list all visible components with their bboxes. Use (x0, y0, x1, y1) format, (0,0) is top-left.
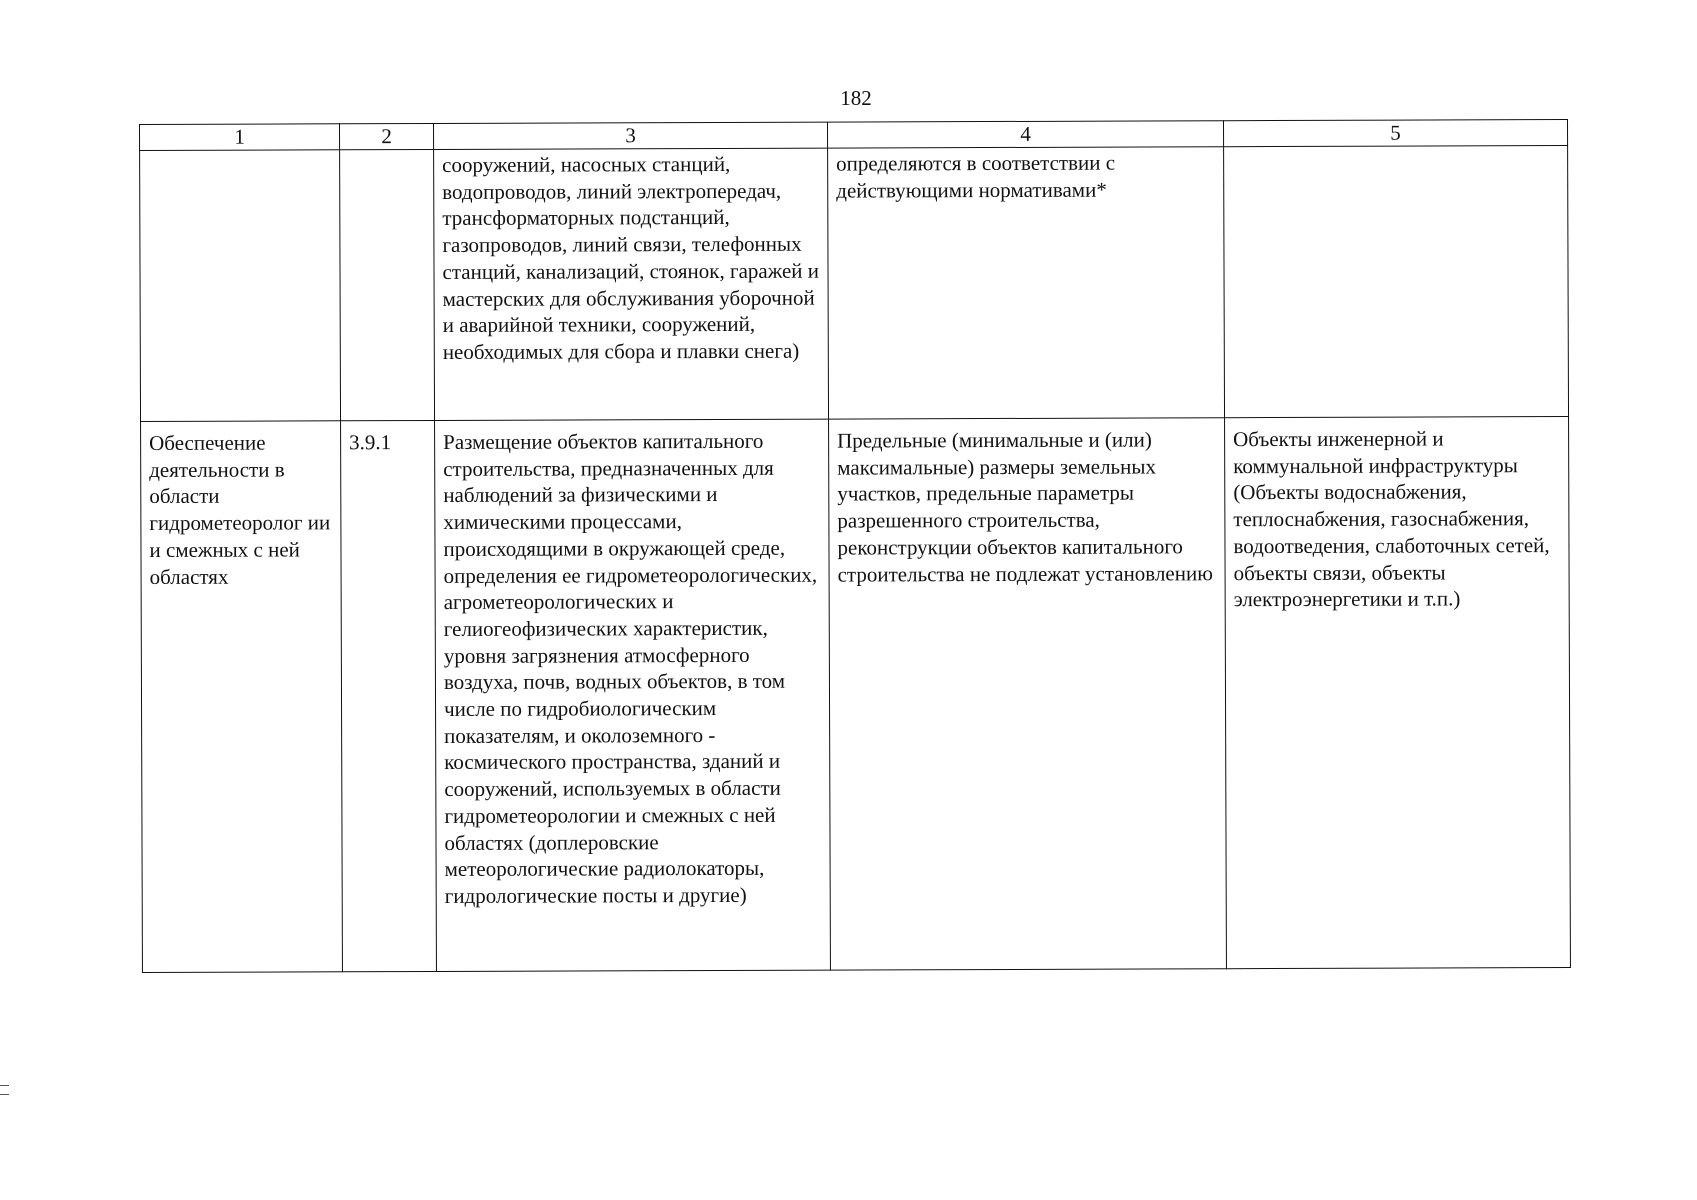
header-cell-4: 4 (827, 121, 1223, 148)
page-number: 182 (840, 86, 872, 110)
regulation-table (139, 119, 1571, 973)
cell-code: 3.9.1 (341, 420, 437, 971)
table-row-continuation (140, 146, 1569, 422)
cell-code (340, 149, 435, 420)
cell-description: сооружений, насосных станций, водопроводов, линий электропередач, трансформаторных подстанций, газопроводов, линий связи, телефонных станций, канализаций, стоянок, гаражей и мастерских для обслуживания уборочной и аварийной техники, сооружений, необходимых для сбора и плавки снега) (434, 148, 829, 420)
cell-description: Размещение объектов капитального строительства, предназначенных для наблюдений за физическими и химическими процессами, происходящими в окружающей среде, определения ее гидрометеорологических, агрометеорологических и гелиогеофизических характеристик, уровня загрязнения атмосферного воздуха, почв, водных объектов, в том числе по гидробиологическим показателям, и околоземного - космического пространства, зданий и сооружений, используемых в области гидрометеорологии и смежных с ней областях (доплеровские метеорологические радиолокаторы, гидрологические посты и другие) (435, 419, 831, 971)
cell-auxiliary-uses: Объекты инженерной и коммунальной инфраструктуры (Объекты водоснабжения, теплоснабжения, газоснабжения, водоотведения, слаботочных сетей, объекты связи, объекты электроэнергетики и т.п.) (1225, 417, 1571, 969)
cell-parameters: Предельные (минимальные и (или) максимальные) размеры земельных участков, предельные параметры разрешенного строительства, реконструкции объектов капитального строительства не подлежат установлению (829, 418, 1227, 970)
margin-mark (0, 1085, 9, 1095)
header-cell-5: 5 (1223, 120, 1567, 147)
header-cell-2: 2 (340, 123, 434, 149)
cell-use-name: Обеспечение деятельности в области гидрометеоролог ии и смежных с ней областях (141, 421, 343, 973)
cell-use-name (140, 150, 341, 422)
header-cell-1: 1 (140, 124, 340, 151)
cell-parameters: определяются в соответствии с действующими нормативами* (828, 147, 1225, 419)
table-row-hydrometeorology (141, 417, 1571, 973)
header-cell-3: 3 (433, 122, 827, 149)
cell-auxiliary-uses (1224, 146, 1569, 418)
